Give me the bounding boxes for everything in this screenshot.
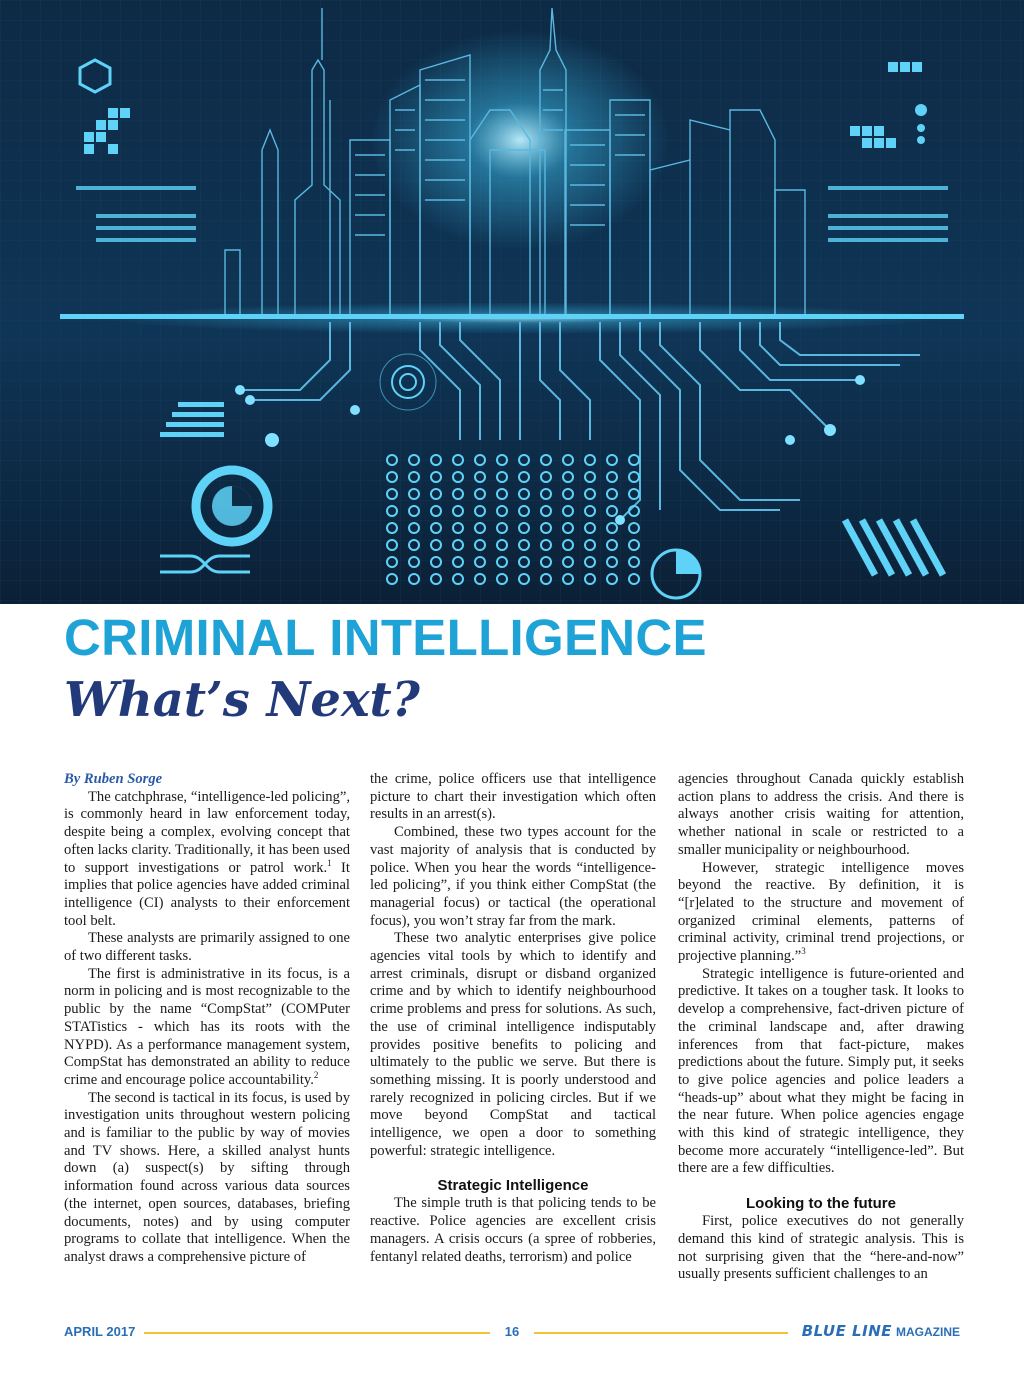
byline: By Ruben Sorge xyxy=(64,771,163,787)
paragraph: the crime, police officers use that intelligence picture to chart their investigation which often results in an arrest(s). xyxy=(370,771,656,823)
page-footer xyxy=(64,1322,960,1342)
paragraph: The simple truth is that policing tends to be reactive. Police agencies are excellent crisis managers. A crisis occurs (a spree of robberies, fentanyl related deaths, terrorism) and police xyxy=(370,1195,656,1265)
article-subtitle: What’s Next? xyxy=(64,672,420,728)
paragraph: The catchphrase, “intelligence-led policing”, is commonly heard in law enforcement today, despite being a complex, evolving concept that often lacks clarity. Traditionally, it has been used to support investigations or patrol work.$^1$ It implies that police agencies have added criminal intelligence (CI) analysts to their enforcement tool belt. xyxy=(64,788,350,929)
article-column-2 xyxy=(370,771,656,1266)
page-number: 16 xyxy=(490,1324,534,1339)
paragraph: The second is tactical in its focus, is used by investigation units throughout western policing and is familiar to the public by way of movies and TV shows. Here, a skilled analyst hunts down (a) suspect(s) by sifting through information found across various data sources (the internet, open sources, databases, briefing documents, notes) and by using computer programs to collate that intelligence. When the analyst draws a comprehensive picture of xyxy=(64,1089,350,1265)
paragraph: These two analytic enterprises give police agencies vital tools by which to identify and arrest criminals, disrupt or disband organized crime and by which to identify neighbourhood crime problems and press for solutions. As such, the use of criminal intelligence indisputably provides positive benefits to policing and ultimately to the public we serve. But there is something missing. It is poorly understood and rarely recognized in policing circles. But if we move beyond CompStat and tactical intelligence, we open a door to something powerful: strategic intelligence. xyxy=(370,930,656,1159)
footer-rule xyxy=(144,1332,534,1334)
paragraph: agencies throughout Canada quickly establish action plans to address the crisis. And there is always another crisis waiting for attention, whether national in scale or restricted to a smaller municipality or neighbourhood. xyxy=(678,771,964,858)
paragraph: The first is administrative in its focus, is a norm in policing and is most recognizable to the public by the name “CompStat” (COMPuter STATistics - which has its roots with the NYPD). As a performance management system, CompStat has demonstrated an ability to reduce crime and encourage police accountability.$^2$ xyxy=(64,965,350,1088)
section-heading: Looking to the future xyxy=(746,1195,896,1213)
magazine-brand: BLUE LINE xyxy=(801,1322,892,1340)
paragraph: These analysts are primarily assigned to one of two different tasks. xyxy=(64,930,350,965)
article-column-1 xyxy=(64,771,350,1267)
article-column-3 xyxy=(678,771,964,1284)
footnote-ref: 3 xyxy=(801,946,806,957)
magazine-word: MAGAZINE xyxy=(896,1325,960,1339)
article-title: CRIMINAL INTELLIGENCE xyxy=(64,609,707,666)
magazine-logo xyxy=(802,1322,960,1341)
issue-date: APRIL 2017 xyxy=(64,1324,136,1339)
paragraph: Combined, these two types account for the vast majority of analysis that is conducted by police. When you hear the words “intelligence-led policing”, if you think either CompStat (the managerial focus) or tactical (the operational focus), you won’t stray far from the mark. xyxy=(370,824,656,929)
paragraph: Strategic intelligence is future-oriented and predictive. It takes on a tougher task. It looks to develop a comprehensive, fact-driven picture of the criminal landscape and, after drawing inferences from that fact-picture, makes predictions about the future. Simply put, it seeks to give police agencies and police leaders a “heads-up” about what they might be facing in the near future. When police agencies engage with this kind of strategic intelligence, they become more accurately “intelligence-led”. But there are a few difficulties. xyxy=(678,965,964,1177)
hero-illustration xyxy=(0,0,1024,604)
footnote-ref: 1 xyxy=(327,857,332,868)
footnote-ref: 2 xyxy=(313,1070,319,1081)
section-heading: Strategic Intelligence xyxy=(437,1177,589,1195)
footer-rule xyxy=(534,1332,788,1334)
paragraph: However, strategic intelligence moves beyond the reactive. By definition, it is “[r]elated to the structure and movement of organized criminal elements, patterns of criminal activity, criminal trend projections, or projective planning.”$^3$ xyxy=(678,859,964,965)
paragraph: First, police executives do not generally demand this kind of strategic analysis. This is not surprising given that the “here-and-now” usually presents sufficient challenges to an xyxy=(678,1213,964,1283)
